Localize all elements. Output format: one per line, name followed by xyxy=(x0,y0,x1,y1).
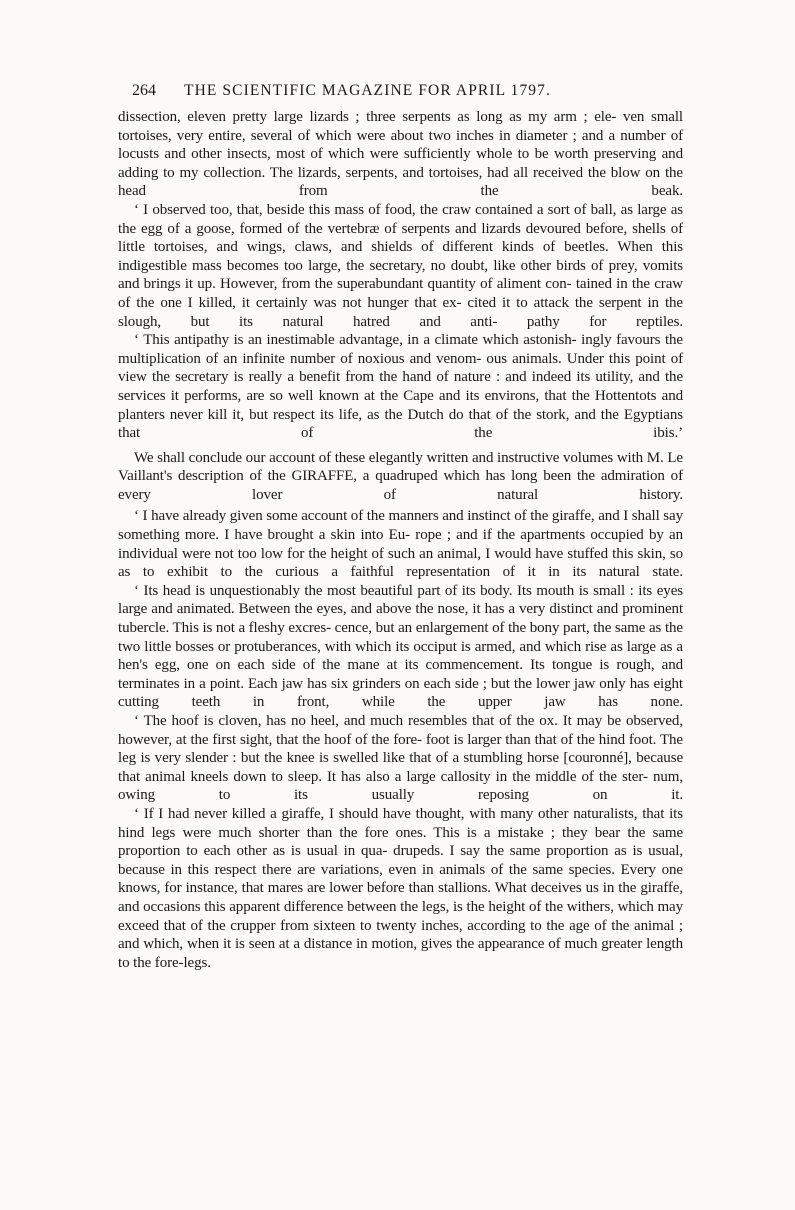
body-text xyxy=(118,108,683,972)
text-line: the beak. xyxy=(480,183,683,200)
text-line: it has a very distinct and prominent tubercle. This is not a fleshy excres- xyxy=(118,601,684,637)
text-line: kneels down to sleep. It has also a large callosity in the middle of the ster- xyxy=(190,768,648,785)
paragraph-giraffe-hoof xyxy=(118,712,683,805)
text-line: We shall conclude our account of these elegantly written and instructive xyxy=(134,449,560,466)
text-line: or protuberances, with which its occiput is armed, and which rise as large xyxy=(217,638,656,655)
text-line: the giraffe, and occasions this apparent difference between the legs, is the xyxy=(118,880,684,915)
text-line: of ball, as large as the egg of a goose, formed of the vertebræ of serpents xyxy=(118,201,683,237)
text-line: brings it up. However, from the superabundant quantity of aliment con- xyxy=(143,276,572,293)
paragraph-dissection-continued xyxy=(118,108,683,201)
text-line: upper jaw has none. xyxy=(477,694,683,711)
text-line: ‘ Its head is unquestionably the most beautiful part of its body. Its mouth xyxy=(134,582,575,599)
running-title: THE SCIENTIFIC MAGAZINE FOR APRIL 1797. xyxy=(184,82,551,99)
text-line: never kill it, but respect its life, as the Dutch do that of the stork, and the xyxy=(169,406,619,423)
text-line: and lizards devoured before, shells of little tortoises, and wings, claws, and xyxy=(118,220,684,256)
text-line: ‘ This antipathy is an inestimable advantage, in a climate which astonish- xyxy=(134,332,577,349)
text-line: seen at a distance in motion, gives the appearance of much greater length to xyxy=(118,936,684,971)
text-line: to the curious a faithful representation of it in its natural state. xyxy=(220,564,683,581)
text-line: ‘ I observed too, that, beside this mass of food, the craw contained a sort xyxy=(134,201,570,218)
text-line: num, owing to its usually reposing on it. xyxy=(118,768,683,804)
text-line: volumes with M. Le Vaillant's description of the GIRAFFE, a quadruped xyxy=(118,449,683,485)
text-line: ‘ If I had never killed a giraffe, I should have thought, with many other xyxy=(134,805,569,822)
paragraph-giraffe-intro xyxy=(118,449,683,505)
text-line: ven small tortoises, very entire, several of which were about two inches in xyxy=(118,109,683,144)
text-line: shields of different kinds of beetles. When this indigestible mass becomes xyxy=(118,239,684,274)
text-line: knee is swelled like that of a stumbling horse [couronné], because that animal xyxy=(118,750,683,785)
text-line: dissection, eleven pretty large lizards ; three serpents as long as my arm ; ele- xyxy=(118,109,617,125)
text-line: which has long been the admiration of every lover of natural history. xyxy=(118,468,683,503)
text-line: instance, that mares are lower before than stallions. What deceives us in xyxy=(185,880,615,897)
text-line: foot is larger than that of the hind foot. The leg is very slender : but the xyxy=(118,731,683,767)
text-line: as a hen's egg, one on each side of the mane at its commencement. Its xyxy=(118,638,683,674)
text-line: tongue is rough, and terminates in a point. Each jaw has six grinders on xyxy=(118,657,684,692)
page-number: 264 xyxy=(132,82,156,99)
text-line: ‘ The hoof is cloven, has no heel, and much resembles that of the ox. xyxy=(134,713,558,729)
text-line: pathy for reptiles. xyxy=(526,313,683,330)
paragraph-craw-ball xyxy=(118,201,683,331)
text-line: diameter ; and a number of locusts and other insects, most of which were xyxy=(118,127,683,163)
paragraph-antipathy xyxy=(118,331,683,443)
text-line: sufficiently whole to be worth preserving and adding to my collection. The xyxy=(118,146,683,181)
text-line: so well known at the Cape and its environs, that the Hottentots and planters xyxy=(118,387,683,423)
text-line: drupeds. I say the same proportion as is usual, because in this respect there xyxy=(118,843,683,878)
text-line: cited it to attack the serpent in the slough, but its natural hatred and anti- xyxy=(118,294,683,330)
text-line: tained in the craw of the one I killed, it certainly was not hunger that ex- xyxy=(118,276,683,311)
text-line: height of the withers, which may exceed that of the crupper from sixteen to xyxy=(118,898,683,934)
text-line: ‘ I have already given some account of the manners and instinct of the xyxy=(134,508,549,525)
text-line: Egyptians that of the ibis.’ xyxy=(118,406,683,442)
text-line: lizards, serpents, and tortoises, had all received the blow on the head from xyxy=(118,164,683,200)
text-line: giraffe, and I shall say something more. I have brought a skin into Eu- xyxy=(118,508,683,544)
text-line: is a mistake ; they bear the same proportion to each other as is usual in qua- xyxy=(118,824,683,860)
paragraph-giraffe-head xyxy=(118,582,683,712)
text-line: each side ; but the lower jaw only has eight cutting teeth in front, while the xyxy=(118,675,683,711)
paragraph-giraffe-legs xyxy=(118,805,683,972)
text-line: ingly favours the multiplication of an infinite number of noxious and venom- xyxy=(118,332,683,367)
text-line: It may be observed, however, at the first sight, that the hoof of the fore- xyxy=(118,713,683,748)
text-line: the fore-legs. xyxy=(133,954,211,971)
text-line: ous animals. Under this point of view the secretary is really a benefit from xyxy=(118,350,683,386)
text-line: twenty inches, according to the age of the animal ; and which, when it is xyxy=(118,917,684,953)
page-header xyxy=(132,82,683,100)
text-line: rope ; and if the apartments occupied by an individual were not too low for xyxy=(118,527,683,562)
text-line: too large, the secretary, no doubt, like other birds of prey, vomits and xyxy=(118,257,684,293)
paragraph-giraffe-skin xyxy=(118,507,683,581)
text-line: naturalists, that its hind legs were much shorter than the fore ones. This xyxy=(118,805,683,841)
text-line: are variations, even in animals of the same species. Every one knows, for xyxy=(118,861,683,897)
text-line: the hand of nature : and indeed its utility, and the services it performs, are xyxy=(118,369,683,404)
text-line: is small : its eyes large and animated. Between the eyes, and above the nose, xyxy=(118,582,683,618)
text-line: the height of such an animal, I would have stuffed this skin, so as to exhibit xyxy=(118,545,684,581)
text-line: cence, but an enlargement of the bony part, the same as the two little bosses xyxy=(118,620,683,655)
